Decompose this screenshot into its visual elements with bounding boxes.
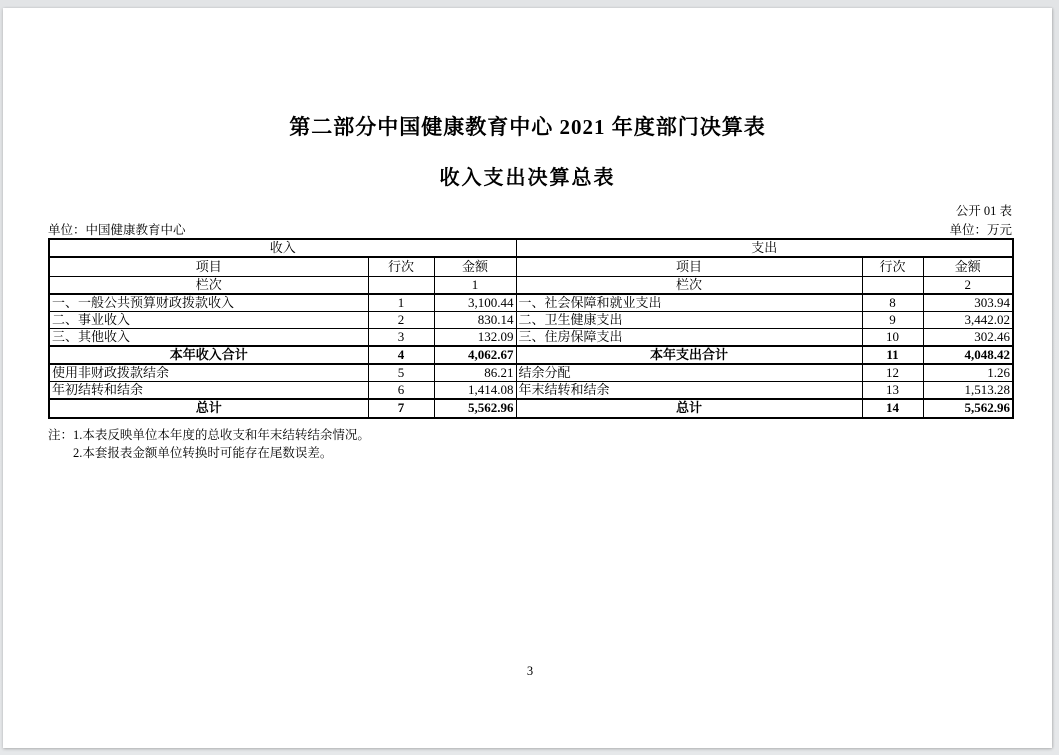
income-item: 二、事业收入 [49, 311, 368, 328]
table-notes [48, 426, 370, 462]
income-section-header: 收入 [49, 239, 516, 257]
expense-item: 年末结转和结余 [516, 381, 862, 399]
expense-row-no: 9 [862, 311, 923, 328]
expense-amount: 5,562.96 [923, 399, 1013, 418]
grand-total-row [49, 399, 1013, 418]
table-row [49, 364, 1013, 382]
note-line-1: 注：1.本表反映单位本年度的总收支和年末结转结余情况。 [48, 428, 370, 442]
income-row-no: 4 [368, 346, 434, 364]
income-row-no: 1 [368, 294, 434, 312]
expense-item-header: 项目 [516, 257, 862, 276]
table-row [49, 328, 1013, 346]
table-title: 收入支出决算总表 [439, 167, 616, 189]
income-rowno-header: 行次 [368, 257, 434, 276]
expense-amount: 303.94 [923, 294, 1013, 312]
income-item: 三、其他收入 [49, 328, 368, 346]
index-row-blank-cell [368, 276, 434, 294]
expense-item: 总计 [516, 399, 862, 418]
income-amount: 132.09 [434, 328, 516, 346]
expense-row-no: 8 [862, 294, 923, 312]
income-expense-summary-table [48, 238, 1014, 419]
meta-row [48, 220, 1012, 238]
column-index-row [49, 276, 1013, 294]
income-amount: 5,562.96 [434, 399, 516, 418]
doc-title: 第二部分中国健康教育中心 2021 年度部门决算表 [289, 115, 766, 139]
note-line-2: 2.本套报表金额单位转换时可能存在尾数误差。 [73, 446, 333, 460]
income-amount-header: 金额 [434, 257, 516, 276]
expense-rowno-header: 行次 [862, 257, 923, 276]
expense-amount-header: 金额 [923, 257, 1013, 276]
income-amount: 86.21 [434, 364, 516, 382]
expense-amount: 302.46 [923, 328, 1013, 346]
income-row-no: 3 [368, 328, 434, 346]
expense-item: 本年支出合计 [516, 346, 862, 364]
expense-row-no: 14 [862, 399, 923, 418]
expense-item: 结余分配 [516, 364, 862, 382]
unit-currency-label: 单位：万元 [949, 223, 1012, 237]
income-row-no: 5 [368, 364, 434, 382]
expense-col-index: 2 [923, 276, 1013, 294]
expense-amount: 3,442.02 [923, 311, 1013, 328]
income-amount: 4,062.67 [434, 346, 516, 364]
expense-row-no: 12 [862, 364, 923, 382]
income-amount: 830.14 [434, 311, 516, 328]
column-header-row [49, 257, 1013, 276]
income-row-no: 7 [368, 399, 434, 418]
income-item: 使用非财政拨款结余 [49, 364, 368, 382]
income-item: 一、一般公共预算财政拨款收入 [49, 294, 368, 312]
income-item: 本年收入合计 [49, 346, 368, 364]
table-row [49, 381, 1013, 399]
section-header-row [49, 239, 1013, 257]
expense-item: 三、住房保障支出 [516, 328, 862, 346]
unit-name-label: 单位：中国健康教育中心 [48, 223, 186, 237]
expense-item: 二、卫生健康支出 [516, 311, 862, 328]
income-amount: 1,414.08 [434, 381, 516, 399]
income-col-index: 1 [434, 276, 516, 294]
income-amount: 3,100.44 [434, 294, 516, 312]
expense-row-no: 13 [862, 381, 923, 399]
index-row-blank-cell [862, 276, 923, 294]
expense-item: 一、社会保障和就业支出 [516, 294, 862, 312]
expense-section-header: 支出 [516, 239, 1013, 257]
income-item: 总计 [49, 399, 368, 418]
income-item-header: 项目 [49, 257, 368, 276]
expense-row-no: 10 [862, 328, 923, 346]
subtotal-row [49, 346, 1013, 364]
expense-amount: 1,513.28 [923, 381, 1013, 399]
expense-amount: 4,048.42 [923, 346, 1013, 364]
sheet-label: 公开 01 表 [955, 204, 1012, 218]
page-number: 3 [526, 664, 534, 678]
expense-row-no: 11 [862, 346, 923, 364]
expense-index-label: 栏次 [516, 276, 862, 294]
expense-amount: 1.26 [923, 364, 1013, 382]
income-row-no: 6 [368, 381, 434, 399]
table-row [49, 294, 1013, 312]
income-index-label: 栏次 [49, 276, 368, 294]
income-item: 年初结转和结余 [49, 381, 368, 399]
income-row-no: 2 [368, 311, 434, 328]
table-row [49, 311, 1013, 328]
document-page [3, 8, 1052, 748]
